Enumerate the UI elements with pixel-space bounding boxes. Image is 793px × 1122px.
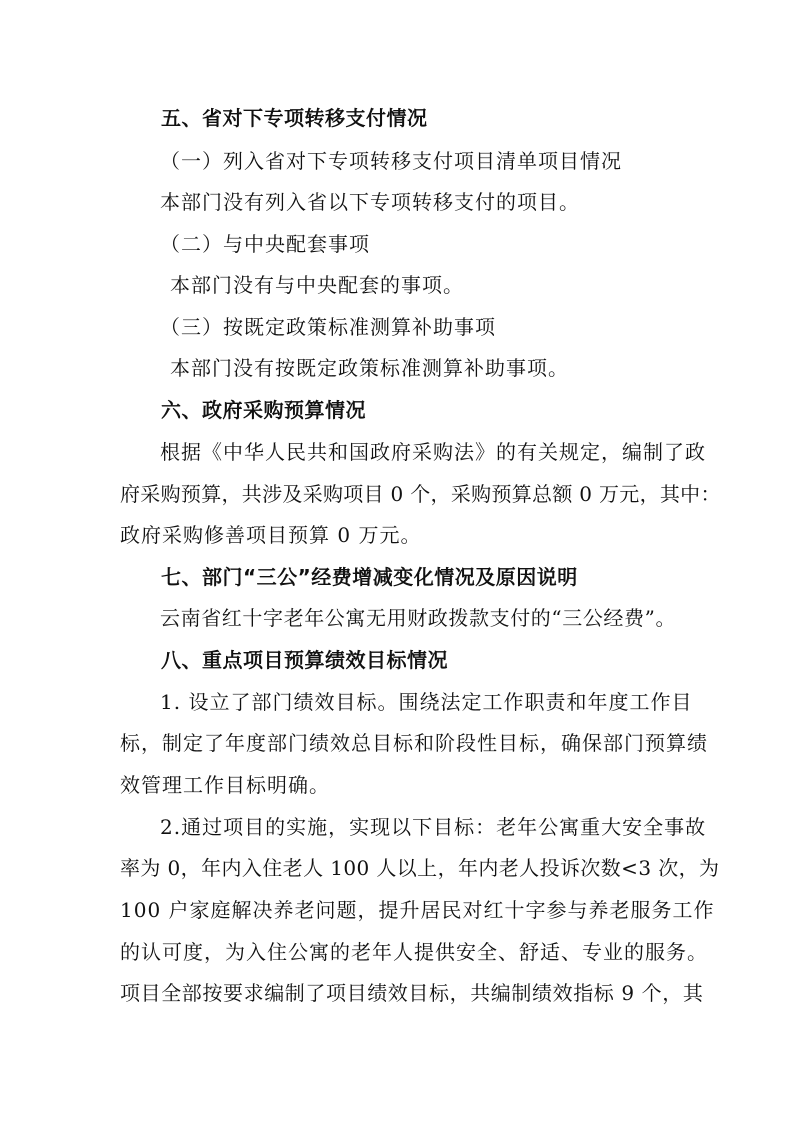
paragraph-line: 云南省红十字老年公寓无用财政拨款支付的“三公经费”。 <box>160 606 677 630</box>
paragraph-line: 标，制定了年度部门绩效总目标和阶段性目标，确保部门预算绩 <box>120 731 708 755</box>
paragraph-line: 本部门没有与中央配套的事项。 <box>170 273 464 297</box>
paragraph-line: 的认可度，为入住公寓的老年人提供安全、舒适、专业的服务。 <box>120 940 708 964</box>
paragraph-line: 2.通过项目的实施，实现以下目标：老年公寓重大安全事故 <box>160 815 707 839</box>
paragraph-line: 率为 0，年内入住老人 100 人以上，年内老人投诉次数<3 次，为 <box>120 856 720 880</box>
section-heading-8: 八、重点项目预算绩效目标情况 <box>161 648 448 672</box>
section-heading-6: 六、政府采购预算情况 <box>161 398 366 422</box>
section-heading-5: 五、省对下专项转移支付情况 <box>161 106 428 130</box>
subsection-heading-1: （一）列入省对下专项转移支付项目清单项目情况 <box>160 149 622 173</box>
paragraph-line: 1. 设立了部门绩效目标。围绕法定工作职责和年度工作目 <box>160 690 693 714</box>
paragraph-line: 本部门没有按既定政策标准测算补助事项。 <box>170 356 569 380</box>
paragraph-line: 项目全部按要求编制了项目绩效目标，共编制绩效指标 9 个，其 <box>120 981 704 1005</box>
subsection-heading-3: （三）按既定政策标准测算补助事项 <box>160 315 496 339</box>
paragraph-line: 政府采购修善项目预算 0 万元。 <box>120 523 422 547</box>
subsection-heading-2: （二）与中央配套事项 <box>160 232 370 256</box>
paragraph-line: 效管理工作目标明确。 <box>120 773 330 797</box>
section-heading-7: 七、部门“三公”经费增减变化情况及原因说明 <box>161 565 578 589</box>
paragraph-line: 根据《中华人民共和国政府采购法》的有关规定，编制了政 <box>160 440 706 464</box>
paragraph-line: 本部门没有列入省以下专项转移支付的项目。 <box>160 190 580 214</box>
paragraph-line: 府采购预算，共涉及采购项目 0 个，采购预算总额 0 万元，其中： <box>120 482 721 506</box>
paragraph-line: 100 户家庭解决养老问题，提升居民对红十字参与养老服务工作 <box>120 898 715 922</box>
